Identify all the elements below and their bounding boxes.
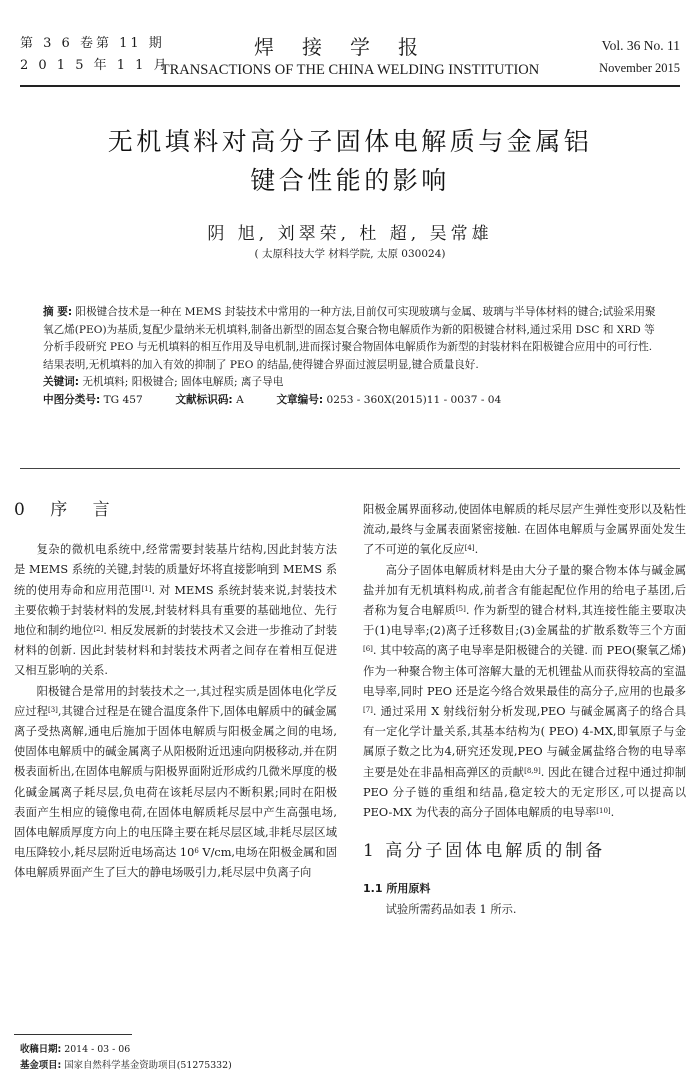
abstract-block (43, 304, 660, 410)
section-0-heading: 0 序 言 (14, 500, 120, 520)
author-list: 阴 旭, 刘翠荣, 杜 超, 吴常雄 (207, 224, 493, 244)
citation: [3] (47, 705, 58, 714)
volume-number: Vol. 36 No. 11 (601, 38, 680, 53)
received-date-line: 收稿日期: 2014 - 03 - 06 (20, 1044, 131, 1055)
issue-date-cn: 2 0 1 5 年 1 1 月 (20, 58, 170, 73)
exponent: 6 (194, 847, 199, 856)
intro-paragraph-1: 复杂的微机电系统中,经常需要封装基片结构,因此封装方法是 MEMS 系统的关键,封装的质量好坏将直接影响到 MEMS 系统的使用寿命和应用范围[1]. 对 MEMS 系统封装来说,封装技术主要依赖于封装材料的发展,封装材料具有重要的基础地位、先行地位和制约地位[2]. 相反发展新的封装技术又会进一步推动了封装材料的创新. 因此封装材料和封装技术两者之间存在着相互促进又相互影响的关系. (14, 543, 337, 678)
article-title-line1: 无机填料对高分子固体电解质与金属铝 (107, 127, 593, 156)
doc-code-value: A (236, 393, 244, 406)
abstract-paragraph (43, 304, 660, 374)
keywords: 无机填料; 阳极键合; 固体电解质; 离子导电 (82, 376, 284, 389)
funding-line: 基金项目: 国家自然科学基金资助项目(51275332) (20, 1060, 232, 1071)
journal-title-cn: 焊接学报 (254, 35, 446, 59)
citation: [2] (93, 625, 104, 634)
doc-code-label: 文献标识码: (175, 393, 233, 406)
issue-date-en: November 2015 (599, 61, 680, 75)
citation: [4] (464, 544, 475, 553)
citation: [7] (363, 706, 373, 715)
intro-paragraph-3: 高分子固体电解质材料是由大分子量的聚合物本体与碱金属盐并加有无机填料构成,前者含有能起配位作用的给电子基团,后者称为复合电解质[5]. 作为新型的键合材料,其连接性能主要取决于(1)电导率;(2)离子迁移数目;(3)金属盐的扩散系数等三个方面[6]. 其中较高的离子电导率是阳极键合的关键. 而 PEO(聚氧乙烯)作为一种聚合物主体可溶解大量的无机锂盐从而获得较高的室温电导率,同时 PEO 还是迄今络合效果最佳的高分子,应用的也最多[7]. 通过采用 X 射线衍射分析发现,PEO 与碱金属离子的络合具有一定化学计量关系,其基本结构为( PEO) 4-MX,即氧原子与金属原子数之比为4,研究还发现,PEO 与碱金属盐络合物的电导率主要是处在非晶相高弹区的贡献[8,9]. 因此在键合过程中通过抑制 PEO 分子链的重组和结晶,稳定较大的无定形区,可以提高以 PEO-MX 为代表的高分子固体电解质的电导率[10]. (363, 563, 686, 820)
journal-title-en: TRANSACTIONS OF THE CHINA WELDING INSTITUTION (160, 62, 540, 78)
footnote-rule (14, 1034, 132, 1035)
citation: [10] (596, 807, 611, 816)
footnote (20, 1042, 350, 1074)
left-column (14, 500, 337, 884)
citation: [5] (455, 605, 466, 614)
subsection-1-1-text: 试验所需药品如表 1 所示. (385, 902, 517, 916)
article-number-value: 0253 - 360X(2015)11 - 0037 - 04 (326, 393, 502, 406)
article-number-label: 文章编号: (276, 393, 324, 406)
clc-label: 中图分类号: (43, 393, 101, 406)
article-title-line2: 键合性能的影响 (250, 166, 450, 195)
abstract-label: 摘 要: (43, 306, 73, 318)
section-1-heading: 1 高分子固体电解质的制备 (363, 841, 606, 862)
paragraph-continued: 阳极金属界面移动,使固体电解质的耗尽层产生弹性变形以及粘性流动,最终与金属表面紧密接触. 在固体电解质与金属界面处发生了不可逆的氧化反应[4]. (363, 503, 686, 557)
clc-value: TG 457 (103, 393, 143, 406)
classification-line (43, 392, 660, 410)
abstract-text: 阳极键合技术是一种在 MEMS 封装技术中常用的一种方法,目前仅可实现玻璃与金属、玻璃与半导体材料的键合;试验采用聚氧乙烯(PEO)为基质,复配少量纳米无机填料,制备出新型的固态复合聚合物电解质作为新的阳极键合材料,通过采用 DSC 和 XRD 等分析手段研究 PEO 与无机填料的相互作用及导电机制,进而探讨聚合物固体电解质作为新型的封装材料在阳极键合应用中的可行性. 结果表明,无机填料的加入有效的抑制了 PEO 的结晶,使得键合界面过渡层明显,键合质量良好. (43, 306, 656, 371)
header-rule (20, 85, 680, 87)
abstract-rule (20, 468, 680, 469)
keywords-label: 关键词: (43, 376, 80, 389)
subsection-1-1-heading: 1.1 所用原料 (363, 882, 431, 896)
right-column (363, 500, 686, 920)
intro-paragraph-2: 阳极键合是常用的封装技术之一,其过程实质是固体电化学反应过程[3],其键合过程是在键合温度条件下,固体电解质中的碱金属离子受热离解,通电后施加于固体电解质与阳极金属之间的电场,使固体电解质中的碱金属离子从阳极附近迅速向阴极移动,并在阴极表面析出,在固体电解质与阳极界面附近形成约几微米厚度的极化碱金属离子耗尽层,负电荷在该耗尽层内不断积累;同时在阳极表面产生相应的镜像电荷,在固体电解质耗尽层中产生高强电场,固体电解质厚度方向上的电压降主要在耗尽层区域,非耗尽层区域电压降较小,耗尽层附近电场高达 $10^6$ V/cm,电场在阳极金属和固体电解质界面产生了巨大的静电场吸引力,耗尽层中负离子向 (14, 684, 338, 880)
citation: [1] (141, 584, 152, 593)
citation: [6] (363, 645, 373, 654)
affiliation: ( 太原科技大学 材料学院, 太原 030024) (254, 248, 446, 260)
citation: [8,9] (524, 766, 541, 775)
keywords-line (43, 374, 660, 392)
issue-volume-cn: 第 3 6 卷第 11 期 (20, 36, 165, 51)
